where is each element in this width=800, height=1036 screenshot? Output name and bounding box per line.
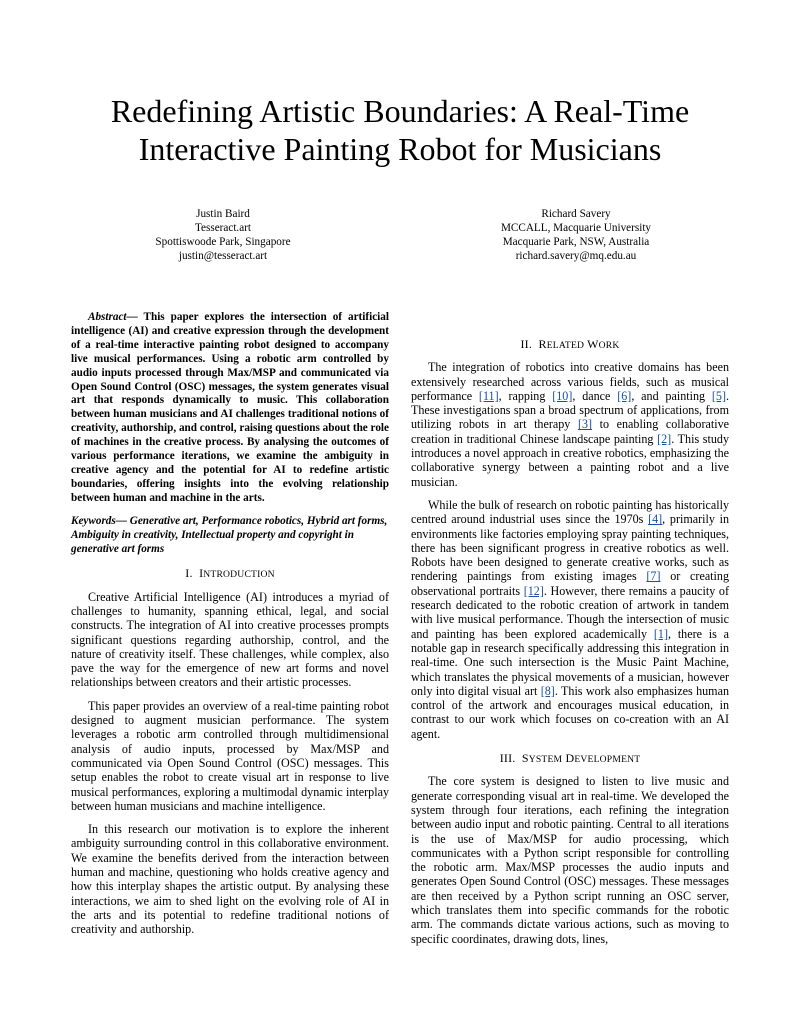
author-name: Richard Savery: [541, 208, 611, 220]
author-block-2: [476, 207, 676, 263]
intro-paragraph-1: Creative Artificial Intelligence (AI) introduces a myriad of challenges to humanity, spanning ethical, legal, and social constructs. The integration of AI into creative processes prompts significant questions regarding authorship, control, and the nature of creativity itself. These challenges, while complex, also pave the way for the emergence of new art forms and novel relationships between creators and their artistic processes.: [71, 589, 389, 690]
related-paragraph-2: While the bulk of research on robotic painting has historically centred around industrial uses since the 1970s [4], primarily in environments like factories employing spray painting techniques, there has been significant progress in creative robotics as well. Robots have been designed to generate creative works, such as rendering paintings from existing images [7] or creating observational portraits [12]. However, there remains a paucity of research dedicated to the robotic creation of artwork in tandem with live musical performance. Though the intersection of music and painting has been explored academically [1], there is a notable gap in research specifically addressing this integration in real-time. One such intersection is the Music Paint Machine, which translates the physical movements of a musician, however only into digital visual art [8]. This work also emphasizes human control of the artwork and encourages musical education, in contrast to our work which focuses on co-creation with an AI agent.: [411, 497, 729, 741]
right-column: [411, 332, 729, 955]
citation-link[interactable]: [7]: [646, 569, 661, 584]
author-name: Justin Baird: [196, 208, 250, 220]
abstract-text: This paper explores the intersection of artificial intelligence (AI) and creative expression through the development of a real-time interactive painting robot designed to accompany live musical performances. Using a robotic arm controlled by audio inputs processed through Max/MSP and communicated via Open Sound Control (OSC) messages, the system generates visual art that responds dynamically to music. This collaboration between human musicians and AI challenges traditional notions of creativity, authorship, and control, raising questions about the role of machines in the creative process. By analysing the outcomes of various performance iterations, we examine the ambiguity in creative agency and the potential for AI to redefine artistic boundaries, offering insights into the evolving relationship between human and machine in the arts.: [71, 311, 389, 504]
author-email: justin@tesseract.art: [178, 250, 268, 263]
title-line-2: Interactive Painting Robot for Musicians: [138, 131, 662, 167]
citation-link[interactable]: [3]: [577, 417, 593, 432]
intro-paragraph-3: In this research our motivation is to explore the inherent ambiguity surrounding control in this collaborative environment. We examine the benefits derived from the interaction between human and machine, questioning who holds creative agency and how this interplay shapes the artistic output. By analysing these interactions, we aim to shed light on the evolving role of AI in the arts and its potential to redefine traditional notions of creativity and authorship.: [71, 822, 389, 937]
citation-link[interactable]: [8]: [540, 683, 555, 698]
citation-link[interactable]: [11]: [478, 388, 499, 403]
author-org: Tesseract.art: [194, 222, 252, 235]
intro-paragraph-2: This paper provides an overview of a real-time painting robot designed to augment musician performance. The system leverages a robotic arm controlled through multidimensional analysis of audio inputs, processed by Max/MSP and communicated via Open Sound Control (OSC) messages. This setup enables the robot to create visual art in response to live musical performances, exploring a multimodal dynamic interplay between human musicians and machine intelligence.: [71, 698, 389, 813]
author-email: richard.savery@mq.edu.au: [515, 250, 637, 263]
abstract-label: Abstract: [88, 311, 127, 323]
citation-link[interactable]: [5]: [711, 388, 726, 403]
citation-link[interactable]: [2]: [657, 431, 672, 446]
citation-link[interactable]: [1]: [653, 626, 668, 641]
abstract: [71, 311, 389, 506]
section-heading-introduction: I. INTRODUCTION: [185, 566, 275, 581]
section-heading-related-work: II. RELATED WORK: [520, 337, 620, 351]
paper-title: [60, 92, 740, 168]
related-paragraph-1: The integration of robotics into creative domains has been extensively researched across various fields, such as musical performance [11], rapping [10], dance [6], and painting [5]. These investigations span a broad spectrum of applications, from utilizing robots in art therapy [3] to enabling collaborative creation in traditional Chinese landscape painting [2]. This study introduces a novel approach in creative robotics, emphasizing the collaborative synergy between a painting robot and a live musician.: [411, 360, 730, 489]
citation-link[interactable]: [4]: [648, 512, 663, 527]
author-block-1: [123, 207, 323, 263]
citation-link[interactable]: [12]: [523, 583, 544, 598]
section-heading-system-development: III. SYSTEM DEVELOPMENT: [499, 751, 641, 766]
title-line-1: Redefining Artistic Boundaries: A Real-Time: [110, 93, 690, 129]
abstract-dash: —: [126, 311, 144, 323]
citation-link[interactable]: [10]: [552, 388, 573, 403]
author-address: Macquarie Park, NSW, Australia: [502, 236, 650, 249]
system-paragraph-1: The core system is designed to listen to live music and generate corresponding visual art in real-time. We developed the system through four iterations, each refining the integration between audio input and robotic painting. Central to all iterations is the use of Max/MSP for audio processing, which communicates with a Python script responsible for controlling the robotic arm. Max/MSP processes the audio inputs and generates Open Sound Control (OSC) messages. These messages are then received by a Python script running an OSC server, which translates them into specific commands for the robotic arm. The commands dictate various actions, such as moving to specific coordinates, drawing dots, lines,: [411, 774, 729, 946]
author-org: MCCALL, Macquarie University: [500, 222, 652, 235]
citation-link[interactable]: [6]: [617, 388, 632, 403]
keywords: Keywords— Generative art, Performance robotics, Hybrid art forms, Ambiguity in creativity, Intellectual property and copyright in generative art forms: [71, 514, 388, 555]
left-column: [71, 311, 389, 946]
author-address: Spottiswoode Park, Singapore: [155, 236, 291, 249]
